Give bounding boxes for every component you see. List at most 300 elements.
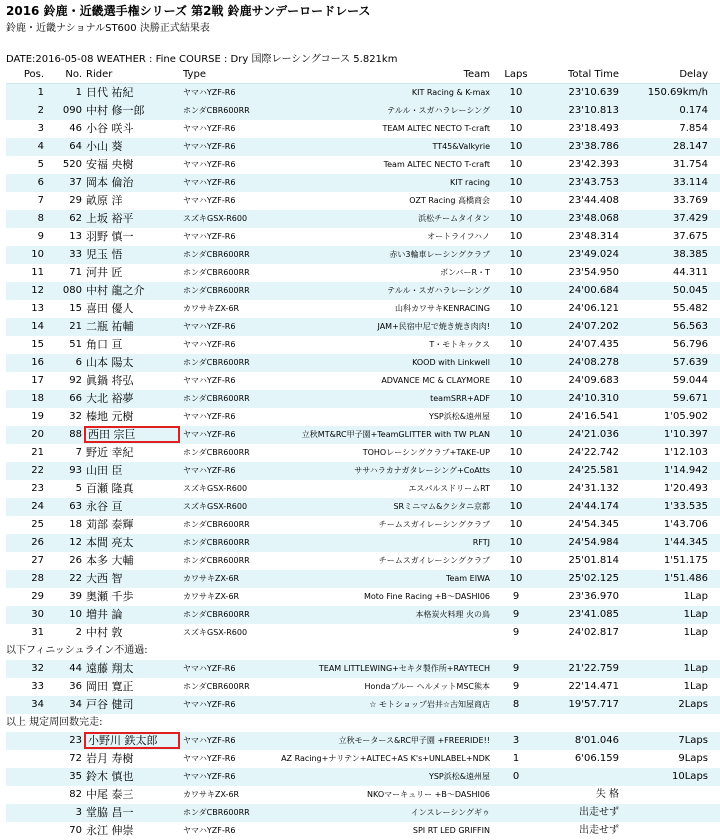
cell-team: OZT Racing 高橋商会: [409, 196, 490, 205]
cell-laps: 10: [509, 321, 523, 332]
cell-time: 8'01.046: [574, 735, 619, 746]
header-type: Type: [183, 69, 206, 80]
cell-laps: 10: [509, 465, 523, 476]
cell-delay: 59.044: [673, 375, 708, 386]
cell-no: 32: [69, 411, 82, 422]
cell-delay: 1'33.535: [663, 501, 708, 512]
cell-pos: 18: [31, 393, 44, 404]
cell-time: 21'22.759: [568, 663, 619, 674]
cell-delay: 59.671: [673, 393, 708, 404]
cell-laps: 0: [512, 771, 520, 782]
cell-laps: 10: [509, 195, 523, 206]
cell-time: 24'09.683: [568, 375, 619, 386]
cell-laps: 10: [509, 141, 523, 152]
table-row: [6, 732, 720, 750]
cell-no: 36: [69, 681, 82, 692]
table-row: [6, 426, 720, 444]
cell-laps: 10: [509, 339, 523, 350]
cell-pos: 7: [37, 195, 44, 206]
cell-no: 520: [62, 159, 82, 170]
cell-no: 70: [69, 825, 82, 836]
cell-delay: 57.639: [673, 357, 708, 368]
header-laps: Laps: [504, 69, 528, 80]
cell-time: 出走せず: [579, 807, 619, 818]
cell-team: ササハラカナガタレーシング+CoAtts: [354, 466, 490, 475]
cell-no: 2: [75, 627, 82, 638]
cell-time: 23'41.085: [568, 609, 619, 620]
cell-rider: 大西 智: [86, 572, 123, 585]
cell-time: 23'54.950: [568, 267, 619, 278]
cell-team: インスレーシングギゥ: [410, 808, 490, 817]
cell-rider: 苅部 泰輝: [86, 518, 134, 531]
cell-team: 本格炭火料理 火の鳥: [415, 610, 490, 619]
cell-pos: 21: [31, 447, 44, 458]
cell-no: 37: [69, 177, 82, 188]
cell-pos: 25: [31, 519, 44, 530]
table-row: [6, 120, 720, 138]
cell-pos: 4: [37, 141, 44, 152]
cell-laps: 10: [509, 303, 523, 314]
cell-rider: 榛地 元樹: [86, 410, 134, 423]
table-row: [6, 570, 720, 588]
cell-delay: 1'51.486: [663, 573, 708, 584]
cell-pos: 26: [31, 537, 44, 548]
cell-rider: 眞鍋 将弘: [86, 374, 134, 387]
cell-rider: 中村 龍之介: [86, 284, 145, 297]
cell-time: 25'01.814: [568, 555, 619, 566]
table-row: [6, 210, 720, 228]
cell-pos: 11: [31, 267, 44, 278]
cell-no: 93: [69, 465, 82, 476]
cell-no: 3: [75, 807, 82, 818]
cell-rider: 西田 宗巨: [84, 426, 180, 443]
table-row: [6, 804, 720, 822]
table-row: [6, 516, 720, 534]
table-row: [6, 300, 720, 318]
cell-time: 失 格: [595, 789, 619, 800]
cell-type: スズキGSX-R600: [183, 214, 248, 223]
cell-laps: 9: [512, 663, 520, 674]
cell-pos: 13: [31, 303, 44, 314]
cell-laps: 10: [509, 87, 523, 98]
cell-delay: 1Lap: [683, 681, 708, 692]
cell-rider: 永谷 亘: [86, 500, 123, 513]
table-row: [6, 264, 720, 282]
cell-rider: 岡田 寛正: [86, 680, 134, 693]
cell-time: 25'02.125: [568, 573, 619, 584]
cell-time: 24'31.132: [568, 483, 619, 494]
cell-type: ヤマハYZF-R6: [183, 322, 236, 331]
cell-time: 22'14.471: [568, 681, 619, 692]
cell-laps: 10: [509, 447, 523, 458]
cell-type: ヤマハYZF-R6: [183, 340, 236, 349]
cell-laps: 9: [512, 609, 520, 620]
cell-rider: 百瀬 隆真: [86, 482, 134, 495]
cell-team: エスパルスドリームRT: [408, 484, 490, 493]
cell-delay: 44.311: [673, 267, 708, 278]
table-row: [6, 282, 720, 300]
cell-time: 23'10.813: [568, 105, 619, 116]
table-row: [6, 696, 720, 714]
cell-type: ヤマハYZF-R6: [183, 376, 236, 385]
cell-delay: 7.854: [679, 123, 708, 134]
cell-time: 23'44.408: [568, 195, 619, 206]
cell-delay: 37.429: [673, 213, 708, 224]
cell-team: 立秋モータース&RC甲子園 +FREERIDE!!: [338, 736, 490, 745]
cell-laps: 10: [509, 393, 523, 404]
cell-rider: 児玉 悟: [86, 248, 123, 261]
cell-type: ホンダCBR600RR: [183, 538, 250, 547]
cell-pos: 2: [37, 105, 44, 116]
cell-laps: 10: [509, 285, 523, 296]
header-pos: Pos.: [23, 69, 44, 80]
cell-team: AZ Racing+ナリテン+ALTEC+AS K's+UNLABEL+NDK: [281, 754, 490, 763]
cell-pos: 28: [31, 573, 44, 584]
cell-pos: 5: [37, 159, 44, 170]
cell-no: 080: [62, 285, 82, 296]
cell-laps: 10: [509, 555, 523, 566]
page-subtitle: 鈴鹿・近畿ナショナルST600 決勝正式結果表: [6, 23, 210, 34]
cell-laps: 9: [512, 681, 520, 692]
cell-laps: 10: [509, 429, 523, 440]
page-title: 2016 鈴鹿・近畿選手権シリーズ 第2戦 鈴鹿サンデーロードレース: [6, 4, 371, 18]
cell-rider: 岡本 倫治: [86, 176, 134, 189]
cell-laps: 10: [509, 573, 523, 584]
cell-type: ヤマハYZF-R6: [183, 412, 236, 421]
cell-rider: 二瓶 祐輔: [86, 320, 134, 333]
cell-delay: 2Laps: [678, 699, 708, 710]
cell-team: JAM+民宿中尼で焼き焼き肉肉!: [377, 322, 490, 331]
cell-team: ADVANCE MC & CLAYMORE: [381, 376, 490, 385]
cell-no: 10: [69, 609, 82, 620]
cell-pos: 20: [31, 429, 44, 440]
cell-type: ヤマハYZF-R6: [183, 196, 236, 205]
table-row: [6, 750, 720, 768]
cell-rider: 大北 裕夢: [86, 392, 134, 405]
cell-delay: 1'14.942: [663, 465, 708, 476]
results-body: [6, 84, 720, 840]
cell-delay: 1'43.706: [663, 519, 708, 530]
table-row: [6, 390, 720, 408]
cell-delay: 1'10.397: [663, 429, 708, 440]
cell-rider: 小野川 鉄太郎: [84, 732, 180, 749]
table-row: [6, 228, 720, 246]
cell-no: 35: [69, 771, 82, 782]
cell-type: ホンダCBR600RR: [183, 682, 250, 691]
table-row: [6, 552, 720, 570]
cell-team: teamSRR+ADF: [430, 394, 490, 403]
cell-type: ヤマハYZF-R6: [183, 826, 236, 835]
cell-rider: 奥瀬 千歩: [86, 590, 134, 603]
cell-delay: 1'05.902: [663, 411, 708, 422]
table-row: [6, 318, 720, 336]
cell-time: 24'25.581: [568, 465, 619, 476]
cell-no: 62: [69, 213, 82, 224]
cell-delay: 0.174: [679, 105, 708, 116]
cell-no: 15: [69, 303, 82, 314]
cell-rider: 中村 修一郎: [86, 104, 145, 117]
cell-no: 34: [69, 699, 82, 710]
cell-rider: 小山 葵: [86, 140, 123, 153]
cell-no: 18: [69, 519, 82, 530]
cell-no: 39: [69, 591, 82, 602]
cell-rider: 喜田 優人: [86, 302, 134, 315]
cell-type: ヤマハYZF-R6: [183, 232, 236, 241]
cell-delay: 55.482: [673, 303, 708, 314]
cell-no: 22: [69, 573, 82, 584]
cell-time: 24'44.174: [568, 501, 619, 512]
table-row: [6, 624, 720, 642]
table-row: [6, 660, 720, 678]
cell-team: テルル・スガハラレーシング: [387, 286, 490, 295]
cell-pos: 33: [31, 681, 44, 692]
cell-pos: 34: [31, 699, 44, 710]
table-row: [6, 408, 720, 426]
cell-pos: 3: [37, 123, 44, 134]
table-row: [6, 534, 720, 552]
cell-type: ヤマハYZF-R6: [183, 754, 236, 763]
cell-team: テルル・スガハラレーシング: [387, 106, 490, 115]
cell-pos: 32: [31, 663, 44, 674]
cell-no: 7: [75, 447, 82, 458]
table-row: [6, 786, 720, 804]
cell-laps: 10: [509, 123, 523, 134]
cell-type: ヤマハYZF-R6: [183, 160, 236, 169]
table-row: [6, 372, 720, 390]
table-row: [6, 354, 720, 372]
header-delay: Delay: [679, 69, 708, 80]
cell-no: 72: [69, 753, 82, 764]
table-row: [6, 822, 720, 840]
table-row: [6, 336, 720, 354]
cell-type: カワサキZX-6R: [183, 592, 240, 601]
cell-type: ヤマハYZF-R6: [183, 430, 236, 439]
cell-team: YSP浜松&遠州屋: [428, 412, 490, 421]
cell-pos: 19: [31, 411, 44, 422]
cell-type: ホンダCBR600RR: [183, 556, 250, 565]
cell-time: 23'49.024: [568, 249, 619, 260]
cell-type: ホンダCBR600RR: [183, 268, 250, 277]
cell-team: SRミニマム&クシタニ京都: [393, 502, 490, 511]
cell-team: T・モトキックス: [429, 340, 490, 349]
cell-type: ヤマハYZF-R6: [183, 88, 236, 97]
cell-team: 山科カワサキKENRACING: [395, 304, 490, 313]
cell-laps: 10: [509, 537, 523, 548]
cell-no: 1: [75, 87, 82, 98]
cell-time: 24'07.202: [568, 321, 619, 332]
cell-type: ホンダCBR600RR: [183, 106, 250, 115]
cell-rider: 羽野 慎一: [86, 230, 134, 243]
cell-no: 71: [69, 267, 82, 278]
cell-rider: 中尾 泰三: [86, 788, 134, 801]
cell-type: ヤマハYZF-R6: [183, 736, 236, 745]
cell-team: TT45&Valkyrie: [432, 142, 490, 151]
cell-type: ヤマハYZF-R6: [183, 700, 236, 709]
cell-no: 12: [69, 537, 82, 548]
cell-team: Team EIWA: [445, 574, 490, 583]
cell-rider: 野近 幸紀: [86, 446, 134, 459]
cell-time: 23'43.753: [568, 177, 619, 188]
cell-time: 23'38.786: [568, 141, 619, 152]
header-total-time: Total Time: [567, 69, 619, 80]
cell-rider: 岩月 寿樹: [86, 752, 134, 765]
table-row: [6, 768, 720, 786]
cell-no: 29: [69, 195, 82, 206]
cell-pos: 6: [37, 177, 44, 188]
cell-rider: 日代 祐紀: [86, 86, 134, 99]
table-row: [6, 192, 720, 210]
cell-no: 13: [69, 231, 82, 242]
cell-laps: 10: [509, 159, 523, 170]
cell-no: 66: [69, 393, 82, 404]
cell-delay: 33.114: [673, 177, 708, 188]
cell-no: 26: [69, 555, 82, 566]
cell-laps: 10: [509, 231, 523, 242]
cell-no: 88: [69, 429, 82, 440]
cell-type: スズキGSX-R600: [183, 502, 248, 511]
table-row: [6, 138, 720, 156]
cell-time: 24'16.541: [568, 411, 619, 422]
cell-time: 24'02.817: [568, 627, 619, 638]
cell-no: 92: [69, 375, 82, 386]
cell-delay: 1'12.103: [663, 447, 708, 458]
cell-laps: 10: [509, 213, 523, 224]
cell-type: カワサキZX-6R: [183, 574, 240, 583]
cell-rider: 河井 匠: [86, 266, 123, 279]
cell-team: チームスガイレーシングクラブ: [378, 556, 490, 565]
cell-laps: 10: [509, 519, 523, 530]
cell-pos: 15: [31, 339, 44, 350]
table-row: [6, 480, 720, 498]
cell-laps: 9: [512, 591, 520, 602]
cell-team: NKOマーキュリー +B〜DASHI06: [367, 790, 490, 799]
cell-laps: 10: [509, 105, 523, 116]
cell-no: 090: [62, 105, 82, 116]
cell-time: 23'36.970: [568, 591, 619, 602]
table-row: [6, 174, 720, 192]
cell-delay: 7Laps: [678, 735, 708, 746]
cell-team: 浜松チームタイタン: [418, 214, 490, 223]
cell-time: 24'54.984: [568, 537, 619, 548]
cell-pos: 1: [37, 87, 44, 98]
cell-pos: 9: [37, 231, 44, 242]
table-row: [6, 444, 720, 462]
cell-no: 33: [69, 249, 82, 260]
cell-no: 46: [69, 123, 82, 134]
cell-type: ホンダCBR600RR: [183, 808, 250, 817]
cell-rider: 堂脇 昌一: [86, 806, 134, 819]
cell-type: ホンダCBR600RR: [183, 286, 250, 295]
cell-type: ホンダCBR600RR: [183, 520, 250, 529]
cell-team: TEAM LITTLEWING+セキタ製作所+RAYTECH: [318, 664, 490, 673]
table-row: [6, 678, 720, 696]
cell-laps: 10: [509, 483, 523, 494]
results-table: [6, 66, 720, 840]
cell-delay: 1Lap: [683, 609, 708, 620]
cell-rider: 遠藤 翔太: [86, 662, 134, 675]
cell-time: 23'10.639: [568, 87, 619, 98]
header-no: No.: [65, 69, 82, 80]
table-row: [6, 462, 720, 480]
cell-time: 24'22.742: [568, 447, 619, 458]
table-row: [6, 102, 720, 120]
cell-type: カワサキZX-6R: [183, 304, 240, 313]
cell-team: 赤い3輪車レーシングクラブ: [389, 250, 490, 259]
header-team: Team: [463, 69, 490, 80]
cell-no: 5: [75, 483, 82, 494]
cell-team: Hondaブルー ヘルメットMSC熊本: [364, 682, 490, 691]
cell-rider: 上坂 裕平: [86, 212, 134, 225]
cell-type: ホンダCBR600RR: [183, 448, 250, 457]
cell-laps: 9: [512, 627, 520, 638]
cell-no: 64: [69, 141, 82, 152]
cell-team: オートライフハノ: [427, 232, 490, 241]
cell-type: スズキGSX-R600: [183, 484, 248, 493]
cell-type: ホンダCBR600RR: [183, 610, 250, 619]
cell-team: Team ALTEC NECTO T-craft: [383, 160, 490, 169]
cell-no: 63: [69, 501, 82, 512]
cell-delay: 10Laps: [672, 771, 708, 782]
header-rider: Rider: [86, 69, 113, 80]
cell-team: ☆ モトショップ岩井☆古知屋商店: [369, 700, 490, 709]
cell-time: 23'48.068: [568, 213, 619, 224]
cell-pos: 24: [31, 501, 44, 512]
cell-delay: 1Lap: [683, 627, 708, 638]
table-row: [6, 606, 720, 624]
cell-delay: 1'51.175: [663, 555, 708, 566]
cell-pos: 23: [31, 483, 44, 494]
cell-pos: 31: [31, 627, 44, 638]
race-info-line: DATE:2016-05-08 WEATHER : Fine COURSE : Dry 国際レーシングコース 5.821km: [6, 54, 398, 65]
cell-laps: 10: [509, 177, 523, 188]
cell-time: 6'06.159: [574, 753, 619, 764]
cell-time: 23'18.493: [568, 123, 619, 134]
section-label: 以下フィニッシュライン不通過:: [6, 645, 148, 656]
table-row: [6, 498, 720, 516]
cell-type: ヤマハYZF-R6: [183, 142, 236, 151]
cell-team: TOHOレーシングクラブ+TAKE-UP: [362, 448, 490, 457]
cell-type: ヤマハYZF-R6: [183, 124, 236, 133]
cell-team: RFTJ: [472, 538, 490, 547]
cell-team: TEAM ALTEC NECTO T-craft: [382, 124, 490, 133]
cell-pos: 22: [31, 465, 44, 476]
cell-delay: 31.754: [673, 159, 708, 170]
cell-rider: 本間 亮太: [86, 536, 134, 549]
cell-laps: 10: [509, 267, 523, 278]
cell-type: ヤマハYZF-R6: [183, 466, 236, 475]
cell-rider: 戸谷 健司: [86, 698, 134, 711]
cell-laps: 10: [509, 375, 523, 386]
cell-team: チームスガイレーシングクラブ: [378, 520, 490, 529]
cell-time: 24'54.345: [568, 519, 619, 530]
cell-laps: 10: [509, 249, 523, 260]
cell-type: ヤマハYZF-R6: [183, 772, 236, 781]
cell-time: 23'48.314: [568, 231, 619, 242]
cell-delay: 9Laps: [678, 753, 708, 764]
cell-pos: 10: [31, 249, 44, 260]
cell-no: 51: [69, 339, 82, 350]
cell-time: 24'21.036: [568, 429, 619, 440]
cell-time: 23'42.393: [568, 159, 619, 170]
cell-time: 24'08.278: [568, 357, 619, 368]
section-label: 以上 規定周回数完走:: [6, 717, 103, 728]
cell-no: 21: [69, 321, 82, 332]
cell-type: ホンダCBR600RR: [183, 394, 250, 403]
cell-team: SPI RT LED GRIFFIN: [412, 826, 490, 835]
cell-rider: 角口 亘: [86, 338, 123, 351]
cell-time: 24'07.435: [568, 339, 619, 350]
cell-no: 6: [75, 357, 82, 368]
